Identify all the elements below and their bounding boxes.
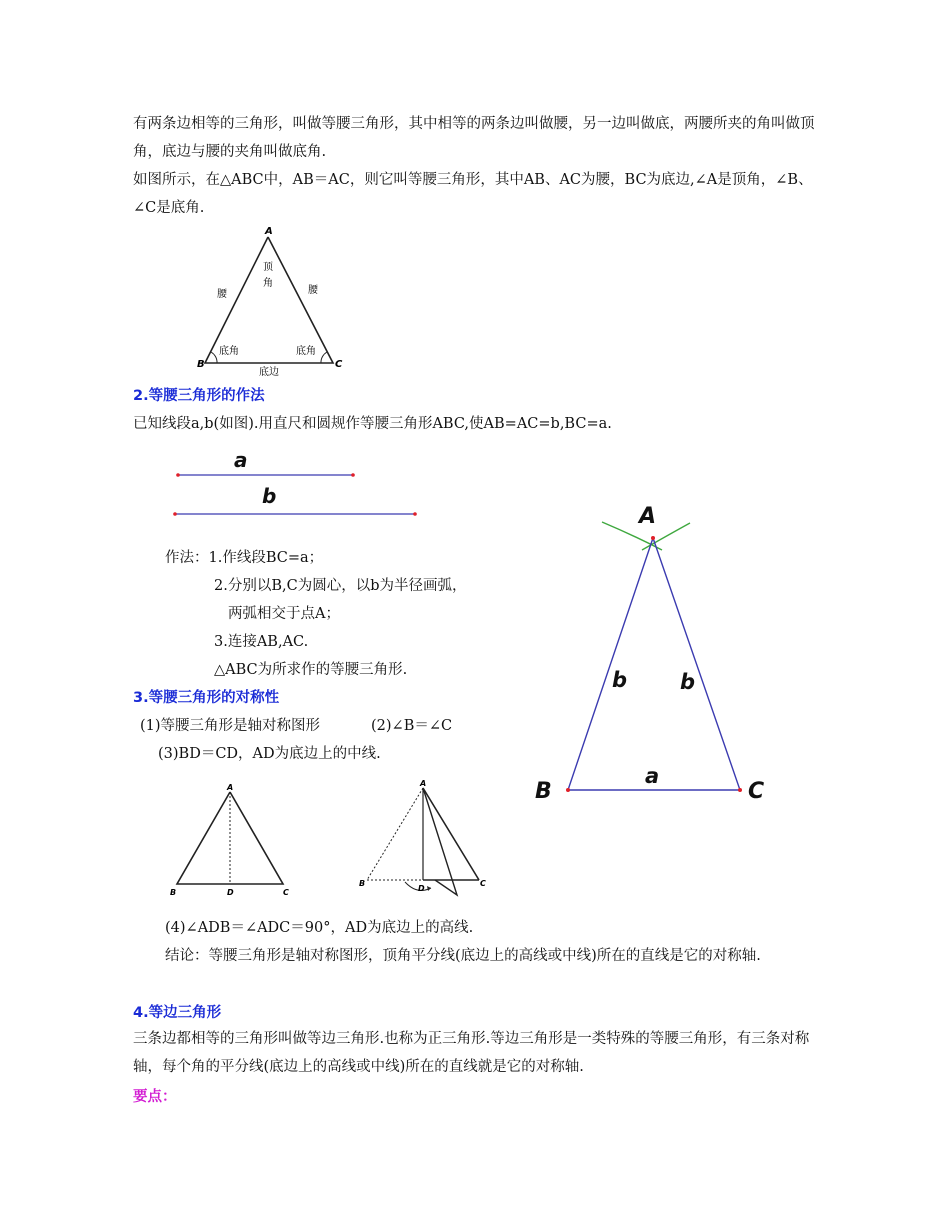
property-1: (1)等腰三角形是轴对称图形 (140, 718, 321, 734)
leg-left-label: 腰 (217, 289, 227, 300)
construction-result: △ABC为所求作的等腰三角形. (214, 662, 408, 678)
apex-angle-label-2: 角 (263, 278, 273, 289)
property-3: (3)BD＝CD，AD为底边上的中线. (158, 746, 381, 762)
triangle-abc (568, 538, 740, 790)
base-angle-right-label: 底角 (296, 346, 316, 357)
construction-step-2: 2.分别以B,C为圆心，以b为半径画弧， (214, 578, 467, 594)
construction-step-3: 3.连接AB,AC. (214, 634, 309, 650)
given-segments-figure (170, 448, 430, 523)
segment-b-label: b (262, 484, 277, 508)
construction-step-1: 作法：1.作线段BC=a； (165, 550, 324, 566)
base-angle-left-label: 底角 (219, 346, 239, 357)
example-paragraph: 如图所示，在△ABC中，AB＝AC，则它叫等腰三角形，其中AB、AC为腰，BC为底边,∠A是顶角，∠B、∠C是底角. (133, 172, 813, 216)
segment-a-start-point (176, 473, 180, 477)
constructed-triangle-figure (530, 498, 780, 810)
construction-step-2-cont: 两弧相交于点A； (228, 606, 340, 622)
construction-intro: 已知线段a,b(如图).用直尺和圆规作等腰三角形ABC,使AB=AC=b,BC=a. (133, 416, 612, 432)
right-leg (423, 788, 479, 880)
side-bc-label: a (645, 764, 660, 788)
label-b: B (535, 779, 552, 804)
apex-angle-label-1: 顶 (263, 262, 273, 273)
base-angle-arc-right (321, 352, 327, 363)
segment-b-start-point (173, 512, 177, 516)
fold-arrowhead-icon (427, 886, 431, 891)
fig1-label-a: A (227, 783, 234, 792)
folded-flap (423, 788, 457, 895)
folded-triangle-figure (355, 778, 495, 900)
property-4: (4)∠ADB＝∠ADC＝90°，AD为底边上的高线. (165, 920, 474, 936)
fig2-label-c: C (480, 879, 486, 888)
side-ab-label: b (612, 668, 628, 692)
fig2-label-b: B (359, 879, 366, 888)
segment-a-label: a (234, 448, 248, 472)
fig2-label-d: D (418, 884, 425, 893)
keypoints-label: 要点： (133, 1089, 177, 1105)
segment-b-end-point (413, 512, 417, 516)
fig1-label-c: C (283, 888, 289, 897)
point-a (651, 536, 655, 540)
base-label: 底边 (259, 367, 279, 378)
vertex-c-label: C (335, 359, 343, 370)
point-c (738, 788, 742, 792)
section-4-heading: 4.等边三角形 (133, 1005, 222, 1021)
section-3-heading: 3.等腰三角形的对称性 (133, 690, 280, 706)
vertex-a-label: A (265, 226, 273, 237)
equilateral-paragraph: 三条边都相等的三角形叫做等边三角形.也称为正三角形.等边三角形是一类特殊的等腰三角形，有三条对称轴，每个角的平分线(底边上的高线或中线)所在的直线就是它的对称轴. (133, 1031, 810, 1075)
definition-paragraph: 有两条边相等的三角形，叫做等腰三角形，其中相等的两条边叫做腰，另一边叫做底，两腰所夹的角叫做顶角，底边与腰的夹角叫做底角. (133, 116, 815, 160)
section-2-heading: 2.等腰三角形的作法 (133, 388, 265, 404)
leg-right-label: 腰 (308, 285, 318, 296)
label-a: A (639, 504, 657, 529)
fig2-label-a: A (420, 779, 427, 788)
base-angle-arc-left (211, 352, 217, 363)
fig1-label-b: B (170, 888, 177, 897)
left-leg-dashed (367, 788, 423, 880)
segment-a-end-point (351, 473, 355, 477)
side-ac-label: b (680, 670, 696, 694)
property-2: (2)∠B＝∠C (371, 718, 453, 734)
median-triangle-figure (165, 780, 300, 900)
vertex-b-label: B (197, 359, 205, 370)
point-b (566, 788, 570, 792)
label-c: C (748, 779, 765, 804)
triangle-outline (205, 237, 333, 363)
fig1-label-d: D (227, 888, 234, 897)
isosceles-triangle-figure (195, 225, 355, 378)
conclusion-paragraph: 结论：等腰三角形是轴对称图形，顶角平分线(底边上的高线或中线)所在的直线是它的对称轴. (165, 948, 761, 964)
